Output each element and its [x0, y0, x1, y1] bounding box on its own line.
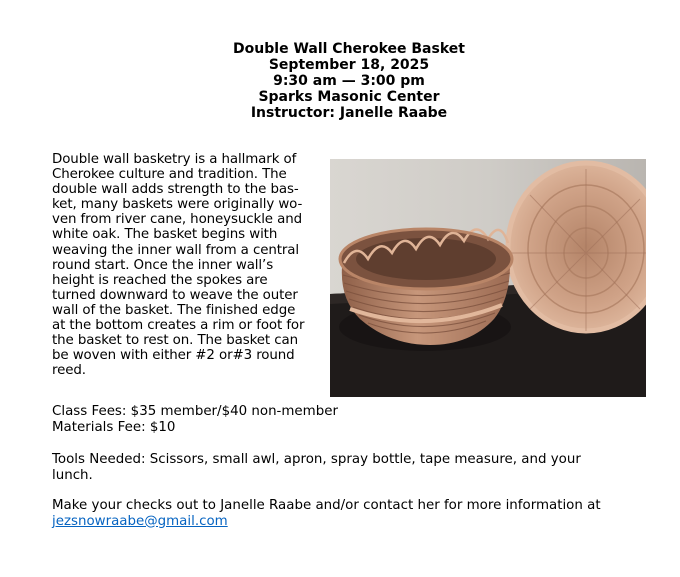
description-paragraph	[52, 152, 320, 378]
tools-line-1: Tools Needed: Scissors, small awl, apron, spray bottle, tape measure, and your	[52, 452, 581, 467]
contact-text: Make your checks out to Janelle Raabe and/or contact her for more information at	[52, 498, 601, 513]
description-line: be woven with either #2 or#3 round	[52, 348, 295, 364]
description-line: double wall adds strength to the bas-	[52, 182, 299, 198]
event-location: Sparks Masonic Center	[258, 89, 440, 105]
fees-section	[52, 404, 338, 435]
description-line: round start. Once the inner wall’s	[52, 257, 274, 273]
event-instructor: Instructor: Janelle Raabe	[250, 105, 448, 121]
description-line: Double wall basketry is a hallmark of	[52, 152, 297, 167]
description-line: reed.	[52, 363, 86, 379]
event-time: 9:30 am — 3:00 pm	[273, 73, 425, 89]
description-line: white oak. The basket begins with	[52, 227, 278, 243]
description-line: Cherokee culture and tradition. The	[52, 167, 287, 183]
email-link[interactable]: jezsnowraabe@gmail.com	[52, 513, 228, 529]
basket-photo-illustration	[330, 159, 646, 397]
description-line: turned downward to weave the outer	[52, 287, 298, 303]
description-line: ket, many baskets were originally wo-	[52, 197, 303, 213]
description-line: weaving the inner wall from a central	[52, 242, 300, 258]
double-wall-basket	[339, 229, 512, 351]
tools-section	[52, 452, 652, 483]
event-header	[0, 41, 680, 121]
description-line: height is reached the spokes are	[52, 272, 268, 288]
event-date: September 18, 2025	[268, 57, 430, 73]
contact-section	[52, 498, 652, 529]
upright-bowl	[508, 163, 646, 331]
description-line: ven from river cane, honeysuckle and	[52, 212, 302, 228]
description-line: at the bottom creates a rim or foot for	[52, 318, 305, 334]
event-title: Double Wall Cherokee Basket	[233, 41, 465, 57]
basket-photo	[330, 159, 646, 397]
description-line: the basket to rest on. The basket can	[52, 333, 298, 349]
materials-fee: Materials Fee: $10	[52, 419, 176, 435]
tools-line-2: lunch.	[52, 467, 93, 483]
class-fees: Class Fees: $35 member/$40 non-member	[52, 404, 338, 419]
description-line: wall of the basket. The finished edge	[52, 302, 296, 318]
